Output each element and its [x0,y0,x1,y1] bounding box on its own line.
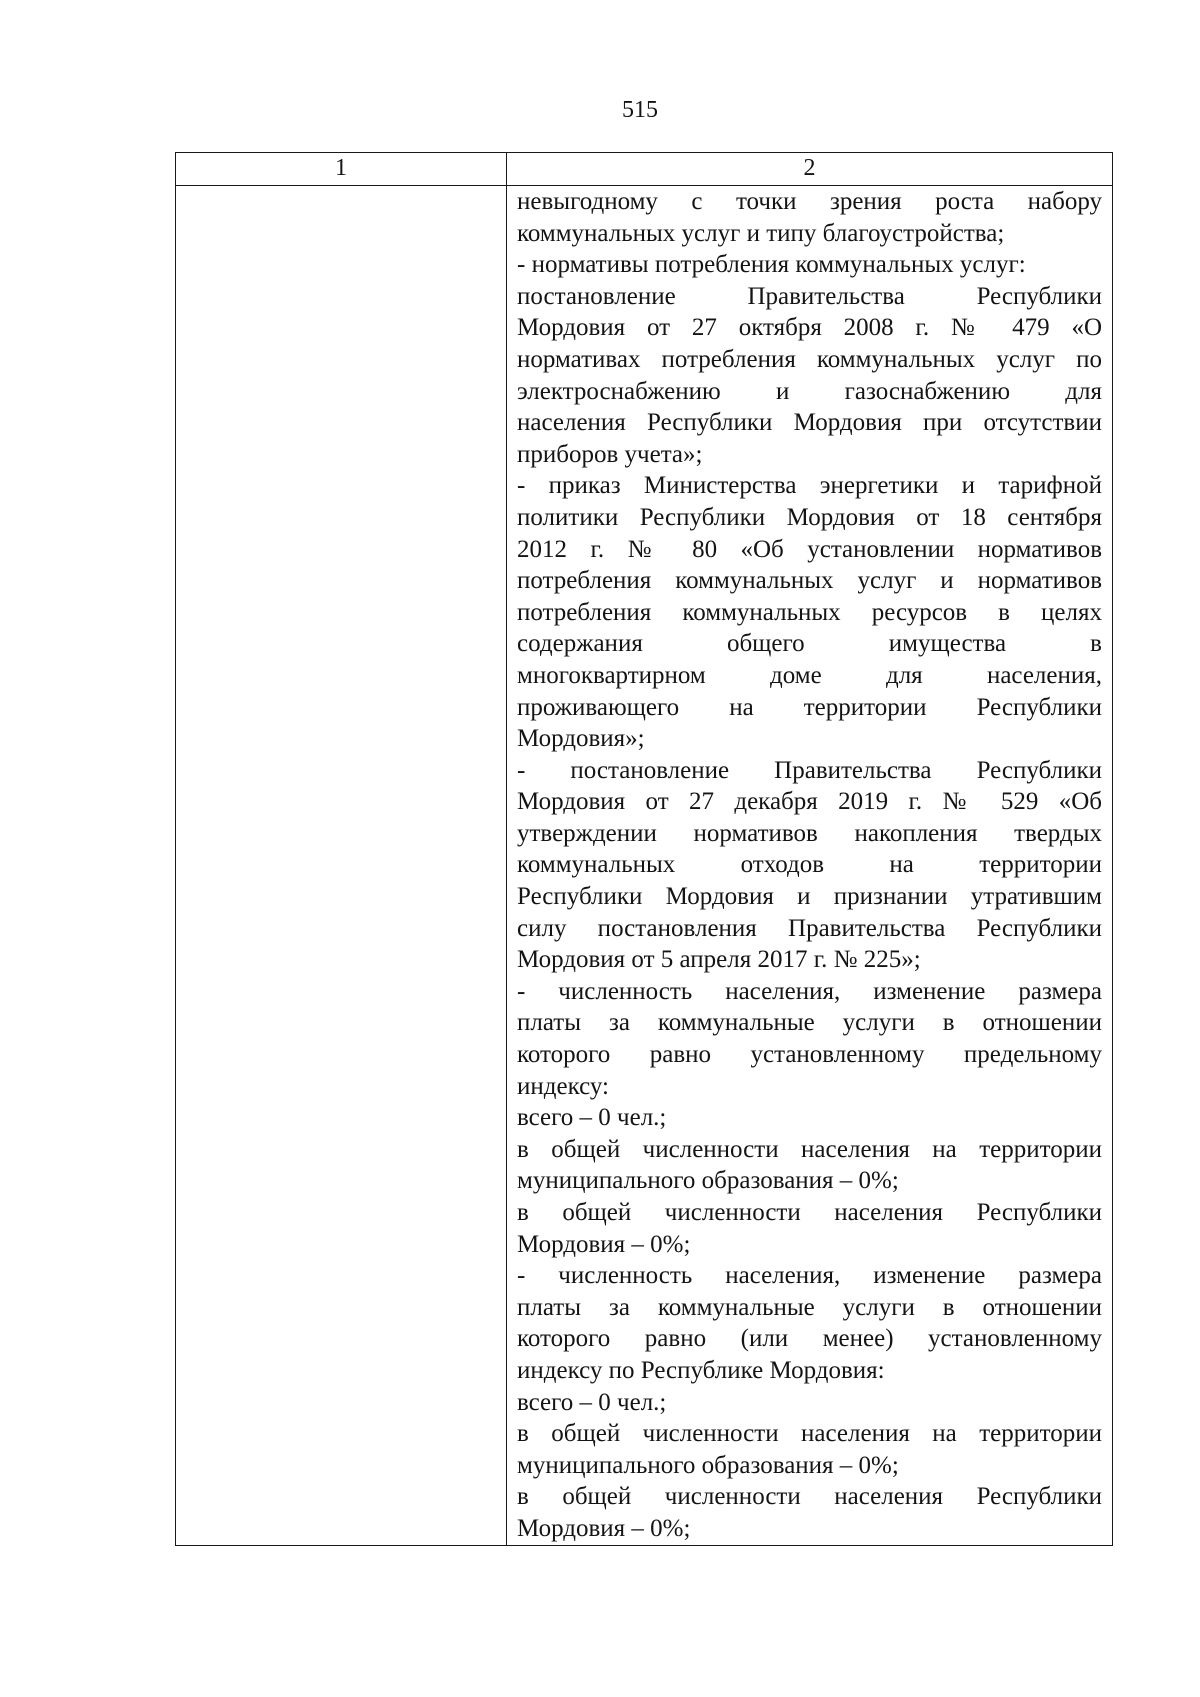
text-line: Республики Мордовия и признании утратившим [517,883,1102,911]
text-line: - численность населения, изменение размера [517,977,1102,1005]
text-line: содержания общего имущества в [517,630,1102,658]
text-line: Мордовия от 5 апреля 2017 г. № 225»; [517,946,921,974]
text-line: утверждении нормативов накопления твердых [517,819,1102,847]
text-line: всего – 0 чел.; [517,1104,667,1132]
text-line: коммунальных отходов на территории [517,851,1102,879]
text-line: муниципального образования – 0%; [517,1451,899,1479]
page-number: 515 [622,97,658,123]
text-line: - постановление Правительства Республики [517,756,1102,784]
text-line: Мордовия – 0%; [517,1514,691,1542]
text-line: муниципального образования – 0%; [517,1167,899,1195]
text-line: потребления коммунальных услуг и нормативов [517,567,1102,595]
text-line: которого равно установленному предельному [517,1041,1102,1069]
text-line: в общей численности населения на территории [517,1135,1102,1163]
text-line: индексу: [517,1072,609,1100]
document-table [175,152,1113,1546]
text-line: электроснабжению и газоснабжению для [517,377,1102,405]
column-header-2: 2 [507,153,1113,186]
table-body-row [176,186,1113,1546]
text-line: в общей численности населения Республики [517,1199,1102,1226]
text-line: многоквартирном доме для населения, [517,661,1102,689]
text-line: индексу по Республике Мордовия: [517,1356,885,1384]
text-line: в общей численности населения на территории [517,1420,1102,1448]
text-line: невыгодному с точки зрения роста набору [517,188,1102,215]
column-2-cell [507,186,1113,1546]
text-line: которого равно (или менее) установленному [517,1325,1102,1353]
text-line: постановление Правительства Республики [517,282,1102,310]
text-line: Мордовия – 0%; [517,1230,691,1258]
text-line: Мордовия»; [517,725,645,753]
text-line: потребления коммунальных ресурсов в целях [517,598,1102,626]
table-header-row [176,153,1113,186]
text-line: силу постановления Правительства Республики [517,914,1102,942]
text-line: - нормативы потребления коммунальных услуг: [517,251,1026,279]
text-line: политики Республики Мордовия от 18 сентября [517,503,1102,531]
text-line: Мордовия от 27 октября 2008 г. № 479 «О [517,314,1102,342]
text-line: приборов учета»; [517,440,703,468]
text-line: в общей численности населения Республики [517,1483,1102,1511]
text-line: Мордовия от 27 декабря 2019 г. № 529 «Об [517,788,1102,816]
text-line: - приказ Министерства энергетики и тарифной [517,472,1102,500]
text-line: коммунальных услуг и типу благоустройства; [517,219,1005,247]
text-line: нормативах потребления коммунальных услуг по [517,345,1102,373]
text-line: платы за коммунальные услуги в отношении [517,1009,1102,1037]
column-1-cell [176,186,507,1546]
column-header-1: 1 [176,153,507,186]
text-line: платы за коммунальные услуги в отношении [517,1293,1102,1321]
text-line: - численность населения, изменение размера [517,1262,1102,1290]
text-line: 2012 г. № 80 «Об установлении нормативов [517,535,1102,563]
text-line: всего – 0 чел.; [517,1388,667,1416]
text-line: проживающего на территории Республики [517,693,1102,721]
text-line: населения Республики Мордовия при отсутствии [517,409,1102,437]
